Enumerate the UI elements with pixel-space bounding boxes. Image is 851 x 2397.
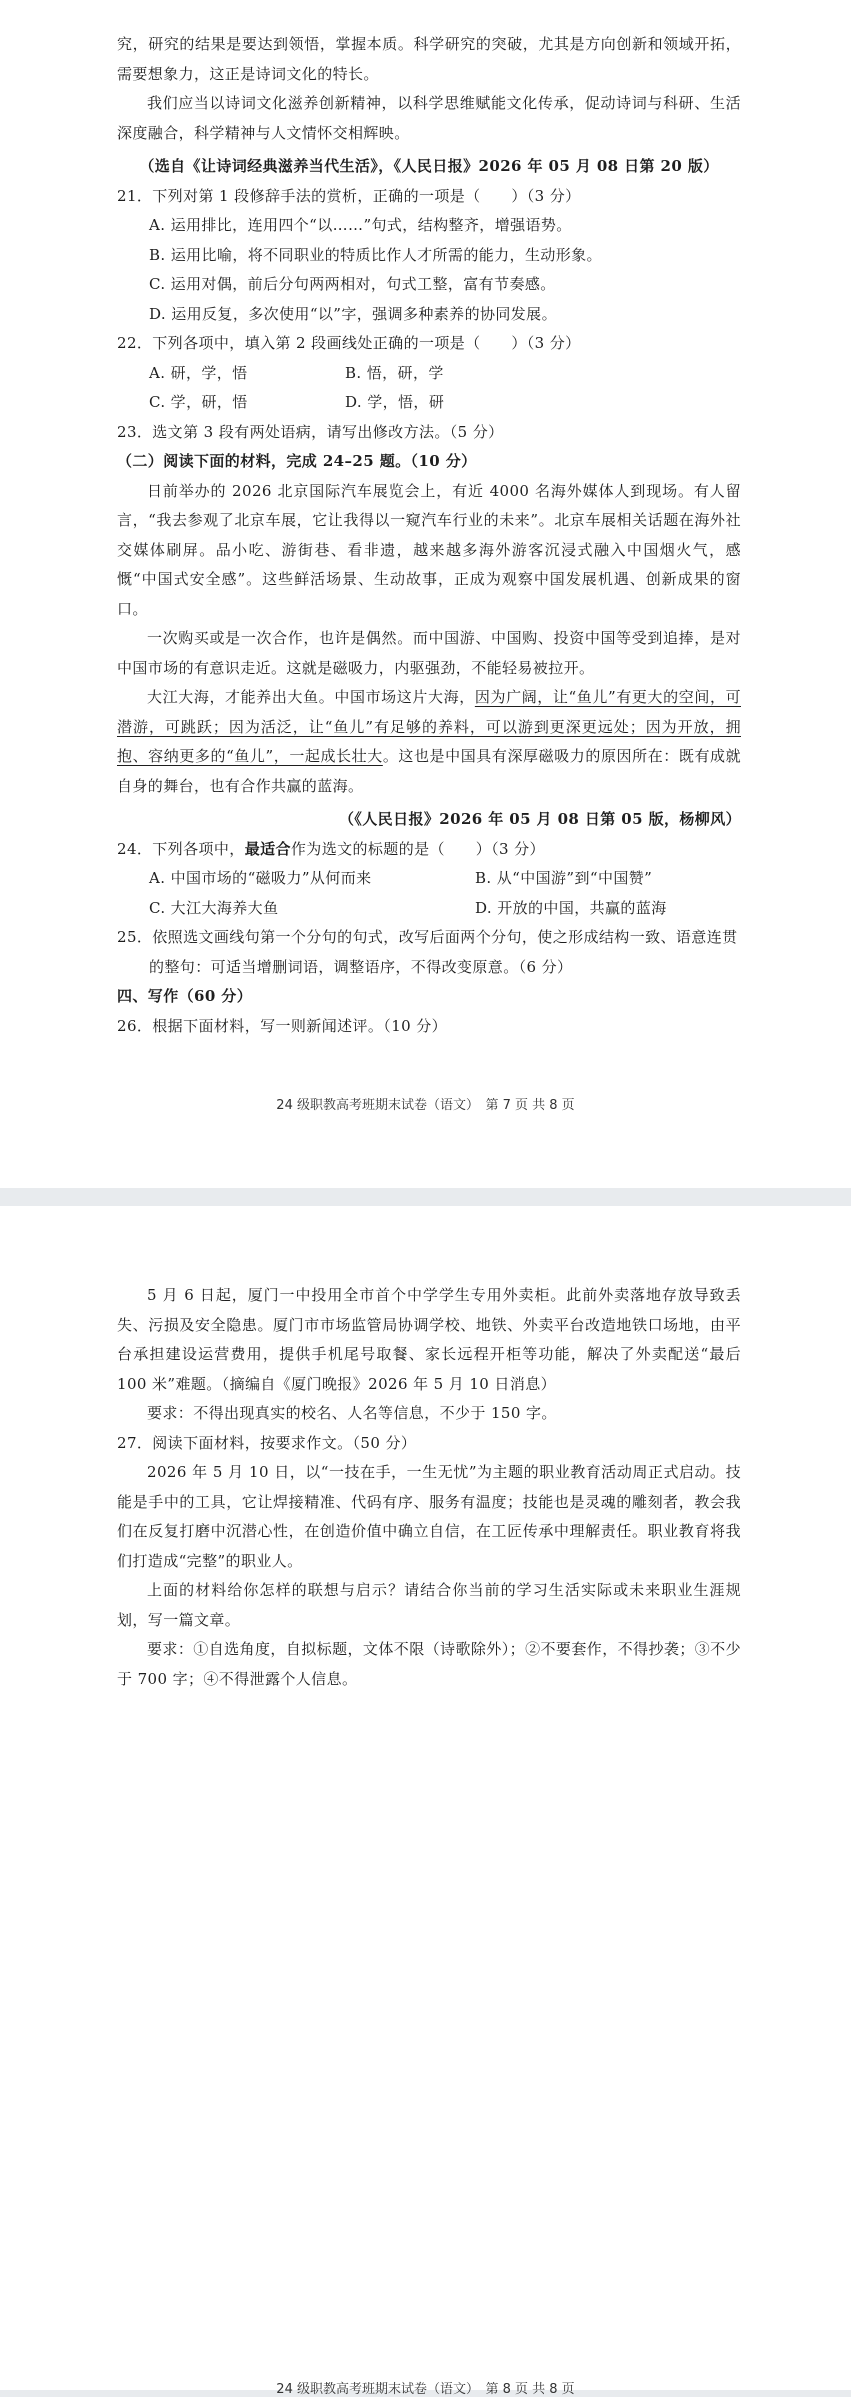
question-22-stem: 22．下列各项中，填入第 2 段画线处正确的一项是（ ）（3 分）	[117, 334, 581, 352]
question-22-options-row-2	[117, 388, 741, 418]
option-b: B. 悟，研，学	[345, 363, 444, 382]
question-24-options-row-1	[117, 864, 741, 894]
reading-paragraph: 日前举办的 2026 北京国际汽车展览会上，有近 4000 名海外媒体人到现场。有人留言，“我去参观了北京车展，它让我得以一窥汽车行业的未来”。北京车展相关话题在海外社交媒体刷屏。品小吃、游街巷、看非遗，越来越多海外游客沉浸式融入中国烟火气，感慨“中国式安全感”。这些鲜活场景、生动故事，正成为观察中国发展机遇、创新成果的窗口。	[117, 481, 741, 618]
option-c: C. 大江大海养大鱼	[149, 898, 279, 917]
option-a: A. 运用排比，连用四个“以……”句式，结构整齐，增强语势。	[149, 216, 572, 234]
emphasis-text: 最适合	[244, 839, 291, 858]
question-27: 27．阅读下面材料，按要求作文。（50 分）	[117, 1433, 417, 1452]
stem-text: 作为选文的标题的是（ ）（3 分）	[290, 839, 545, 858]
stem-text: 24．下列各项中，	[117, 839, 245, 858]
question-24-stem	[117, 835, 741, 865]
option-d: D. 开放的中国，共赢的蓝海	[475, 898, 667, 917]
option-d: D. 运用反复，多次使用“以”字，强调多种素养的协同发展。	[149, 304, 557, 323]
source-citation: （选自《让诗词经典滋养当代生活》，《人民日报》2026 年 05 月 08 日第 20 版）	[139, 157, 719, 175]
section-heading: （二）阅读下面的材料，完成 24–25 题。（10 分）	[117, 452, 477, 470]
question-25: 25．依照选文画线句第一个分句的句式，改写后面两个分句，使之形成结构一致、语意连贯	[117, 928, 738, 946]
question-26: 26．根据下面材料，写一则新闻述评。（10 分）	[117, 1016, 448, 1035]
source-citation: （《人民日报》2026 年 05 月 08 日第 05 版，杨柳风）	[338, 810, 741, 828]
option-d: D. 学，悟，研	[345, 393, 445, 411]
underlined-sentence: 因为广阔，让“鱼儿”有更大的空间，可潜游，可跳跃；因为活泛，让“鱼儿”有足够的养料，可以游到更深更远处；因为开放，拥抱、容纳更多的“鱼儿”，一起成长壮大	[117, 688, 741, 765]
question-24-options-row-2	[117, 894, 741, 924]
question-21-stem: 21．下列对第 1 段修辞手法的赏析，正确的一项是（ ）（3 分）	[117, 186, 581, 205]
page-7-content	[117, 0, 741, 1041]
news-material: 5 月 6 日起，厦门一中投用全市首个中学学生专用外卖柜。此前外卖落地存放导致丢失、污损及安全隐患。厦门市市场监管局协调学校、地铁、外卖平台改造地铁口场地，由平台承担建设运营费用，提供手机尾号取餐、家长远程开柜等功能，解决了外卖配送“最后 100 米”难题。（摘编自《厦门晚报》2026 年 5 月 10 日消息）	[117, 1286, 741, 1393]
paragraph-text: 。这也是中国具有深厚磁吸力的原因所在：既有成就自身的舞台，也有合作共赢的蓝海。	[117, 747, 742, 795]
question-23: 23．选文第 3 段有两处语病，请写出修改方法。（5 分）	[117, 422, 504, 441]
option-b: B. 从“中国游”到“中国赞”	[475, 869, 653, 887]
option-a: A. 研，学，悟	[149, 363, 248, 382]
page-8-content	[117, 1206, 741, 1694]
option-c: C. 学，研，悟	[149, 393, 248, 411]
exam-page-7	[0, 0, 851, 1188]
exam-page-8	[0, 1206, 851, 2397]
option-a: A. 中国市场的“磁吸力”从何而来	[149, 869, 372, 887]
requirement-27: 要求：①自选角度，自拟标题，文体不限（诗歌除外）；②不要套作，不得抄袭；③不少于 700 字；④不得泄露个人信息。	[117, 1640, 741, 1688]
question-25-continued: 的整句：可适当增删词语，调整语序，不得改变原意。（6 分）	[149, 957, 573, 976]
paragraph: 究，研究的结果是要达到领悟，掌握本质。科学研究的突破，尤其是方向创新和领域开拓，需要想象力，这正是诗词文化的特长。	[117, 35, 741, 83]
question-22-options-row-1	[117, 359, 741, 389]
reading-paragraph	[117, 683, 741, 801]
writing-prompt: 上面的材料给你怎样的联想与启示？请结合你当前的学习生活实际或未来职业生涯规划，写一篇文章。	[117, 1581, 741, 1629]
option-c: C. 运用对偶，前后分句两两相对，句式工整，富有节奏感。	[149, 275, 556, 293]
page-footer: 24 级职教高考班期末试卷（语文） 第 7 页 共 8 页	[276, 1098, 575, 1113]
reading-paragraph: 一次购买或是一次合作，也许是偶然。而中国游、中国购、投资中国等受到追捧，是对中国市场的有意识走近。这就是磁吸力，内驱强劲，不能轻易被拉开。	[117, 629, 741, 677]
requirement-26: 要求：不得出现真实的校名、人名等信息，不少于 150 字。	[147, 1404, 557, 1422]
page-footer: 24 级职教高考班期末试卷（语文） 第 8 页 共 8 页	[276, 2382, 575, 2397]
paragraph-text: 大江大海，才能养出大鱼。中国市场这片大海，	[147, 688, 475, 706]
option-b: B. 运用比喻，将不同职业的特质比作人才所需的能力，生动形象。	[149, 245, 602, 264]
writing-material: 2026 年 5 月 10 日，以“一技在手，一生无忧”为主题的职业教育活动周正式启动。技能是手中的工具，它让焊接精准、代码有序、服务有温度；技能也是灵魂的雕刻者，教会我们在反复打磨中沉潜心性，在创造价值中确立自信，在工匠传承中理解责任。职业教育将我们打造成“完整”的职业人。	[117, 1463, 741, 1570]
section-heading: 四、写作（60 分）	[117, 987, 253, 1005]
paragraph: 我们应当以诗词文化滋养创新精神，以科学思维赋能文化传承，促动诗词与科研、生活深度融合，科学精神与人文情怀交相辉映。	[117, 94, 741, 142]
